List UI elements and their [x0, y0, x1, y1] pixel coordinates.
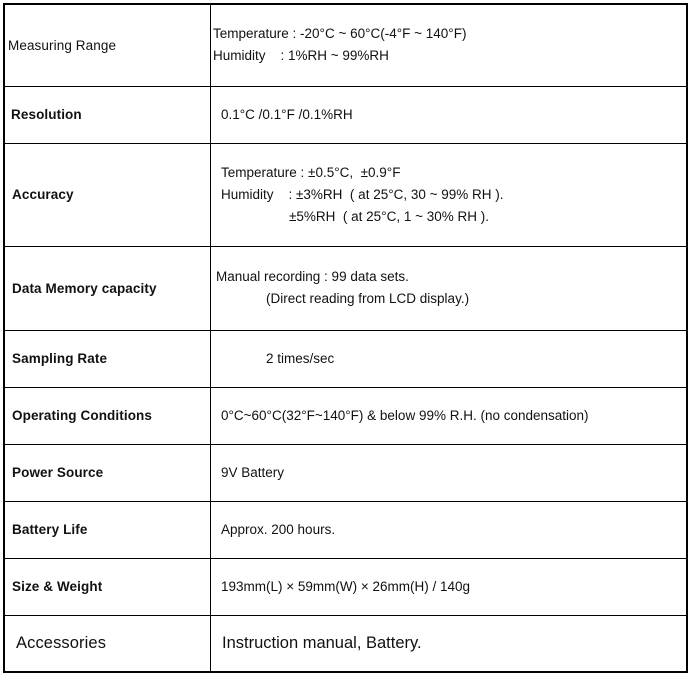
value-line: Temperature : -20°C ~ 60°C(-4°F ~ 140°F)	[213, 26, 467, 42]
value-line: 193mm(L) × 59mm(W) × 26mm(H) / 140g	[221, 578, 471, 594]
row-label: Accessories	[4, 615, 211, 672]
table-row	[4, 558, 687, 615]
table-row	[4, 501, 687, 558]
row-label: Accuracy	[4, 143, 211, 246]
table-row	[4, 330, 687, 387]
row-value	[211, 558, 688, 615]
spec-table	[3, 3, 688, 673]
value-line: 0.1°C /0.1°F /0.1%RH	[221, 106, 353, 122]
value-line: (Direct reading from LCD display.)	[266, 291, 470, 306]
row-value	[211, 143, 688, 246]
table-row	[4, 444, 687, 501]
value-line: Approx. 200 hours.	[221, 521, 336, 537]
table-row	[4, 615, 687, 672]
row-label: Sampling Rate	[4, 330, 211, 387]
row-value	[211, 501, 688, 558]
table-row	[4, 86, 687, 143]
value-line: Humidity : 1%RH ~ 99%RH	[213, 48, 389, 64]
row-label: Power Source	[4, 444, 211, 501]
table-row	[4, 387, 687, 444]
value-line: Manual recording : 99 data sets.	[216, 269, 409, 284]
row-value	[211, 615, 688, 672]
value-line: Temperature : ±0.5°C, ±0.9°F	[221, 164, 401, 180]
row-label: Resolution	[4, 86, 211, 143]
value-line: 9V Battery	[221, 464, 285, 480]
table-row	[4, 246, 687, 330]
table-row	[4, 143, 687, 246]
row-value	[211, 444, 688, 501]
value-line: 0°C~60°C(32°F~140°F) & below 99% R.H. (no condensation)	[221, 407, 589, 423]
value-line: 2 times/sec	[266, 350, 335, 366]
row-label: Measuring Range	[4, 4, 211, 86]
row-value	[211, 246, 688, 330]
row-label: Operating Conditions	[4, 387, 211, 444]
row-label: Battery Life	[4, 501, 211, 558]
value-line: ±5%RH ( at 25°C, 1 ~ 30% RH ).	[289, 208, 490, 224]
row-value	[211, 330, 688, 387]
value-line: Humidity : ±3%RH ( at 25°C, 30 ~ 99% RH ).	[221, 186, 504, 202]
table-row	[4, 4, 687, 86]
row-value	[211, 387, 688, 444]
row-label: Size & Weight	[4, 558, 211, 615]
value-line: Instruction manual, Battery.	[222, 634, 422, 653]
row-value	[211, 86, 688, 143]
row-value	[211, 4, 688, 86]
row-label: Data Memory capacity	[4, 246, 211, 330]
